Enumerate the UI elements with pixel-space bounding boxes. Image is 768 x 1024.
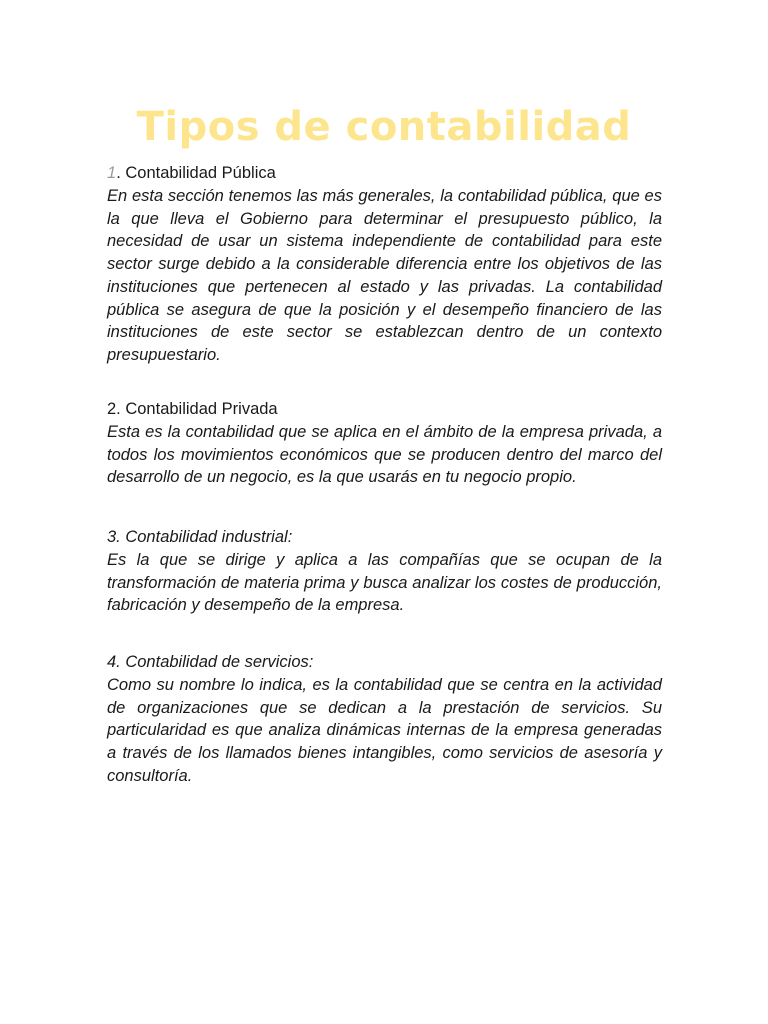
section-contabilidad-servicios (107, 651, 662, 788)
section-body: Como su nombre lo indica, es la contabilidad que se centra en la actividad de organizaciones que se dedican a la prestación de servicios. Su particularidad es que analiza dinámicas internas de la empresa generadas a través de los llamados bienes intangibles, como servicios de asesoría y consultoría. (107, 676, 662, 785)
section-contabilidad-industrial (107, 526, 662, 617)
section-number: 1 (107, 164, 117, 182)
section-body: Esta es la contabilidad que se aplica en el ámbito de la empresa privada, a todos los movimientos económicos que se producen dentro del marco del desarrollo de un negocio, es la que usarás en tu negocio propio. (107, 423, 662, 487)
section-body: En esta sección tenemos las más generales, la contabilidad pública, que es la que lleva el Gobierno para determinar el presupuesto público, la necesidad de usar un sistema independiente de contabilidad para este sector surge debido a la considerable diferencia entre los objetivos de las instituciones que pertenecen al estado y las privadas. La contabilidad pública se asegura de que la posición y el desempeño financiero de las instituciones de este sector se establezcan dentro de un contexto presupuestario. (107, 187, 662, 364)
section-heading: 3. Contabilidad industrial: (107, 528, 293, 546)
section-heading (107, 162, 662, 185)
section-body: Es la que se dirige y aplica a las compañías que se ocupan de la transformación de materia prima y busca analizar los costes de producción, fabricación y desempeño de la empresa. (107, 551, 662, 615)
section-heading: 2. Contabilidad Privada (107, 400, 278, 418)
section-contabilidad-publica (107, 162, 662, 367)
document-title: Tipos de contabilidad (136, 104, 632, 150)
section-heading: 4. Contabilidad de servicios: (107, 653, 314, 671)
section-heading-text: . Contabilidad Pública (116, 164, 276, 182)
section-contabilidad-privada (107, 398, 662, 489)
